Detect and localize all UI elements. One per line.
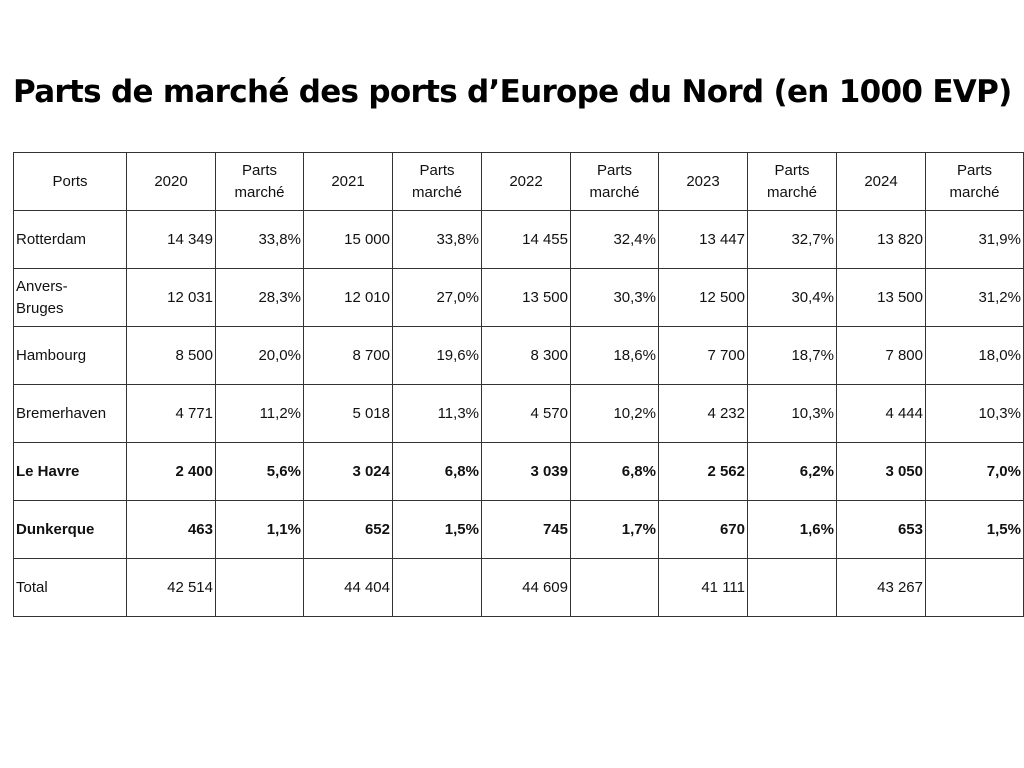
volume-cell: 42 514	[127, 559, 216, 617]
volume-cell: 43 267	[837, 559, 926, 617]
volume-cell: 13 500	[837, 269, 926, 327]
share-cell: 28,3%	[216, 269, 304, 327]
volume-cell: 7 700	[659, 327, 748, 385]
share-cell: 27,0%	[393, 269, 482, 327]
column-header: 2023	[659, 153, 748, 211]
column-header: 2024	[837, 153, 926, 211]
share-cell: 31,9%	[926, 211, 1024, 269]
volume-cell: 12 010	[304, 269, 393, 327]
share-cell: 31,2%	[926, 269, 1024, 327]
share-cell	[748, 559, 837, 617]
volume-cell: 44 404	[304, 559, 393, 617]
port-name-cell: Dunkerque	[14, 501, 127, 559]
table-header-row	[14, 153, 1024, 211]
volume-cell: 653	[837, 501, 926, 559]
share-cell: 1,5%	[393, 501, 482, 559]
volume-cell: 3 050	[837, 443, 926, 501]
share-cell: 7,0%	[926, 443, 1024, 501]
page-title: Parts de marché des ports d’Europe du Nord (en 1000 EVP)	[13, 74, 1012, 110]
share-cell: 18,7%	[748, 327, 837, 385]
port-name-cell: Anvers- Bruges	[14, 269, 127, 327]
volume-cell: 4 444	[837, 385, 926, 443]
volume-cell: 8 500	[127, 327, 216, 385]
volume-cell: 2 562	[659, 443, 748, 501]
volume-cell: 2 400	[127, 443, 216, 501]
volume-cell: 4 771	[127, 385, 216, 443]
share-cell: 33,8%	[393, 211, 482, 269]
volume-cell: 14 455	[482, 211, 571, 269]
volume-cell: 13 820	[837, 211, 926, 269]
column-header: Parts marché	[926, 153, 1024, 211]
share-cell	[926, 559, 1024, 617]
share-cell: 10,2%	[571, 385, 659, 443]
port-name-cell: Hambourg	[14, 327, 127, 385]
share-cell: 1,1%	[216, 501, 304, 559]
volume-cell: 670	[659, 501, 748, 559]
volume-cell: 12 031	[127, 269, 216, 327]
share-cell: 5,6%	[216, 443, 304, 501]
volume-cell: 463	[127, 501, 216, 559]
column-header: Parts marché	[216, 153, 304, 211]
volume-cell: 13 447	[659, 211, 748, 269]
port-name-cell: Rotterdam	[14, 211, 127, 269]
share-cell: 6,8%	[393, 443, 482, 501]
volume-cell: 14 349	[127, 211, 216, 269]
table-row	[14, 211, 1024, 269]
share-cell: 18,6%	[571, 327, 659, 385]
share-cell: 32,4%	[571, 211, 659, 269]
share-cell: 20,0%	[216, 327, 304, 385]
column-header-ports: Ports	[14, 153, 127, 211]
table-row	[14, 269, 1024, 327]
column-header: 2022	[482, 153, 571, 211]
column-header: 2021	[304, 153, 393, 211]
volume-cell: 3 039	[482, 443, 571, 501]
share-cell: 10,3%	[926, 385, 1024, 443]
share-cell: 11,2%	[216, 385, 304, 443]
table-row	[14, 501, 1024, 559]
share-cell: 6,8%	[571, 443, 659, 501]
port-name-cell: Le Havre	[14, 443, 127, 501]
volume-cell: 13 500	[482, 269, 571, 327]
share-cell: 1,7%	[571, 501, 659, 559]
share-cell	[393, 559, 482, 617]
table-row	[14, 385, 1024, 443]
volume-cell: 7 800	[837, 327, 926, 385]
volume-cell: 15 000	[304, 211, 393, 269]
table-body	[14, 211, 1024, 617]
share-cell: 30,3%	[571, 269, 659, 327]
share-cell: 10,3%	[748, 385, 837, 443]
column-header: 2020	[127, 153, 216, 211]
table-row	[14, 559, 1024, 617]
volume-cell: 652	[304, 501, 393, 559]
table-row	[14, 443, 1024, 501]
volume-cell: 5 018	[304, 385, 393, 443]
volume-cell: 44 609	[482, 559, 571, 617]
volume-cell: 8 300	[482, 327, 571, 385]
volume-cell: 8 700	[304, 327, 393, 385]
share-cell	[216, 559, 304, 617]
column-header: Parts marché	[748, 153, 837, 211]
share-cell: 11,3%	[393, 385, 482, 443]
share-cell	[571, 559, 659, 617]
market-share-table	[13, 152, 1024, 617]
column-header: Parts marché	[393, 153, 482, 211]
share-cell: 18,0%	[926, 327, 1024, 385]
share-cell: 32,7%	[748, 211, 837, 269]
share-cell: 6,2%	[748, 443, 837, 501]
share-cell: 1,6%	[748, 501, 837, 559]
share-cell: 30,4%	[748, 269, 837, 327]
table-row	[14, 327, 1024, 385]
port-name-cell: Total	[14, 559, 127, 617]
volume-cell: 4 232	[659, 385, 748, 443]
share-cell: 1,5%	[926, 501, 1024, 559]
share-cell: 33,8%	[216, 211, 304, 269]
volume-cell: 745	[482, 501, 571, 559]
port-name-cell: Bremerhaven	[14, 385, 127, 443]
share-cell: 19,6%	[393, 327, 482, 385]
volume-cell: 3 024	[304, 443, 393, 501]
volume-cell: 12 500	[659, 269, 748, 327]
column-header: Parts marché	[571, 153, 659, 211]
volume-cell: 4 570	[482, 385, 571, 443]
volume-cell: 41 111	[659, 559, 748, 617]
